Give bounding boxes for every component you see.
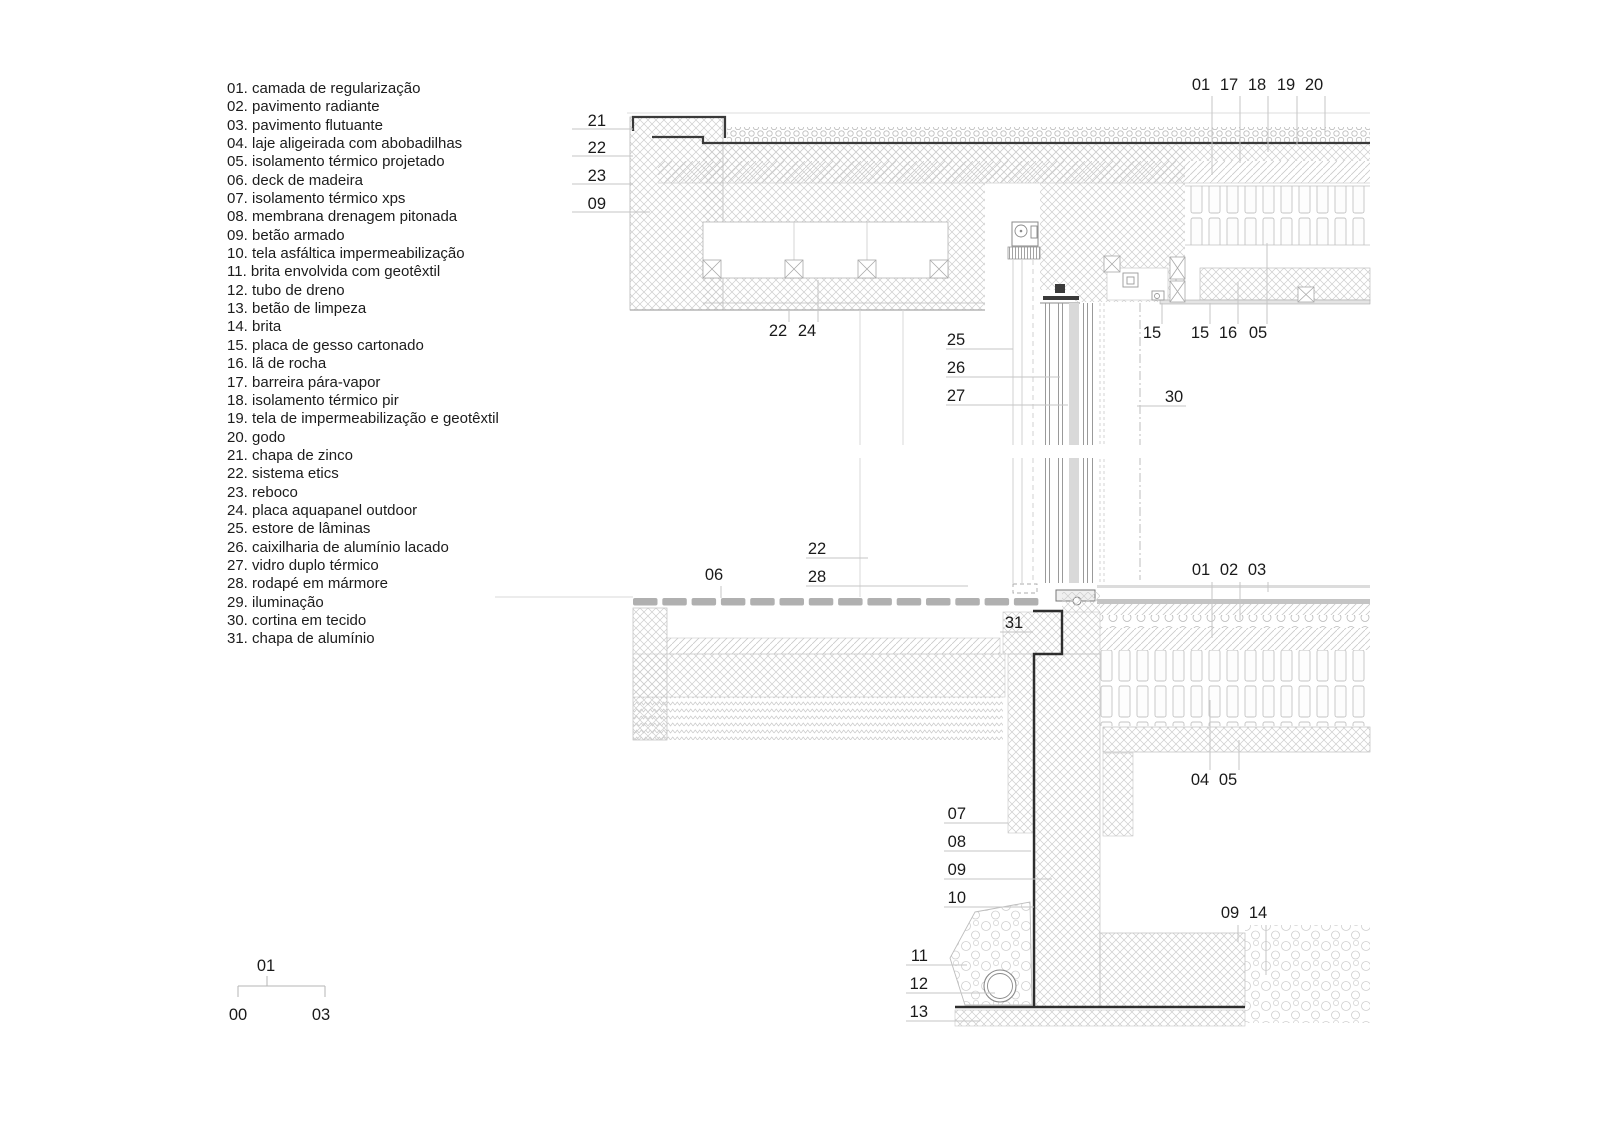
legend-item: 30. cortina em tecido: [227, 611, 367, 629]
legend-item: 20. godo: [227, 428, 286, 446]
legend-item: 08. membrana drenagem pitonada: [227, 208, 458, 226]
legend-item: 28. rodapé em mármore: [227, 575, 388, 593]
recessed-light-icon: [1123, 273, 1138, 287]
legend-item: 24. placa aquapanel outdoor: [227, 501, 418, 519]
callout-26: 26: [946, 359, 966, 377]
legend-item: 04. laje aligeirada com abobadilhas: [227, 135, 463, 153]
legend-item: 02. pavimento radiante: [227, 98, 380, 116]
legend-item: 18. isolamento térmico pir: [227, 391, 399, 409]
wood-deck-boards: [633, 598, 1038, 606]
legend-item: 31. chapa de alumínio: [227, 630, 375, 648]
callout-09-found: 09: [1220, 904, 1240, 922]
legend-item: 06. deck de madeira: [227, 171, 363, 189]
callout-09-canopy: 09: [587, 195, 606, 213]
drainage: [950, 902, 1032, 1005]
callout-05-slab: 05: [1218, 771, 1238, 789]
legend-item: 29. iluminação: [227, 593, 324, 611]
legend-item: 25. estore de lâminas: [227, 520, 371, 538]
callout-30: 30: [1164, 388, 1184, 406]
legend-item: 10. tela asfáltica impermeabilização: [227, 245, 465, 263]
callout-20: 20: [1304, 76, 1324, 94]
callout-09-wall: 09: [947, 861, 966, 879]
interior-floor-layers: [1097, 585, 1370, 752]
callout-04: 04: [1190, 771, 1210, 789]
scale-bar: [229, 957, 330, 1024]
roller-blind-box: [1008, 222, 1040, 259]
callout-25: 25: [946, 331, 966, 349]
legend-item: 17. barreira pára-vapor: [227, 373, 381, 391]
legend-item: 03. pavimento flutuante: [227, 116, 383, 134]
callout-16: 16: [1218, 324, 1238, 342]
callout-08: 08: [947, 833, 966, 851]
callout-07: 07: [947, 805, 966, 823]
callout-31: 31: [1004, 614, 1024, 632]
legend-item: 15. placa de gesso cartonado: [227, 336, 424, 354]
callout-12: 12: [909, 975, 928, 993]
legend-item: 22. sistema etics: [227, 465, 339, 483]
callout-22-parapet: 22: [587, 139, 606, 157]
glazing-pane: [1069, 303, 1079, 583]
legend-item: 07. isolamento térmico xps: [227, 190, 406, 208]
legend-item: 23. reboco: [227, 483, 298, 501]
callout-19: 19: [1276, 76, 1296, 94]
callout-15-a: 15: [1142, 324, 1162, 342]
callout-01-roof: 01: [1191, 76, 1211, 94]
callout-23: 23: [587, 167, 606, 185]
legend-item: 14. brita: [227, 318, 282, 336]
scale-end: 03: [311, 1006, 331, 1024]
callout-22-terrace: 22: [807, 540, 827, 558]
legend-item: 01. camada de regularização: [227, 80, 421, 97]
window-assembly: [840, 260, 1175, 605]
legend-item: 09. betão armado: [227, 226, 345, 244]
callout-18: 18: [1247, 76, 1267, 94]
callout-10: 10: [947, 889, 966, 907]
callout-06: 06: [704, 566, 724, 584]
legend-item: 13. betão de limpeza: [227, 300, 367, 318]
legend-item: 05. isolamento térmico projetado: [227, 153, 445, 171]
scale-start: 00: [228, 1006, 248, 1024]
curtain-rail-icon: [1152, 291, 1164, 300]
callout-13: 13: [909, 1003, 928, 1021]
callout-03: 03: [1247, 561, 1267, 579]
deck-terrace-layers: [495, 597, 1038, 740]
legend-item: 19. tela de impermeabilização e geotêxtil: [227, 410, 499, 428]
legend-item: 26. caixilharia de alumínio lacado: [227, 538, 449, 556]
callout-15-b: 15: [1190, 324, 1210, 342]
callout-01-floor: 01: [1191, 561, 1211, 579]
legend-item: 12. tubo de dreno: [227, 281, 345, 299]
scale-value: 01: [256, 957, 276, 975]
callout-22-soffit: 22: [768, 322, 788, 340]
callout-17: 17: [1219, 76, 1239, 94]
legend-item: 21. chapa de zinco: [227, 446, 353, 464]
callout-05-ceiling: 05: [1248, 324, 1268, 342]
callout-02: 02: [1219, 561, 1239, 579]
legend-item: 11. brita envolvida com geotêxtil: [227, 263, 441, 281]
callout-27: 27: [946, 387, 966, 405]
callout-24: 24: [797, 322, 817, 340]
callout-14: 14: [1248, 904, 1268, 922]
finish-lines: [1100, 303, 1104, 583]
callout-28: 28: [807, 568, 827, 586]
callout-21: 21: [587, 112, 606, 130]
legend-item: 27. vidro duplo térmico: [227, 556, 379, 574]
legend-item: 16. lã de rocha: [227, 355, 327, 373]
callout-11: 11: [910, 947, 928, 965]
blind-guides: [1013, 260, 1033, 583]
section-break: [840, 445, 1175, 458]
